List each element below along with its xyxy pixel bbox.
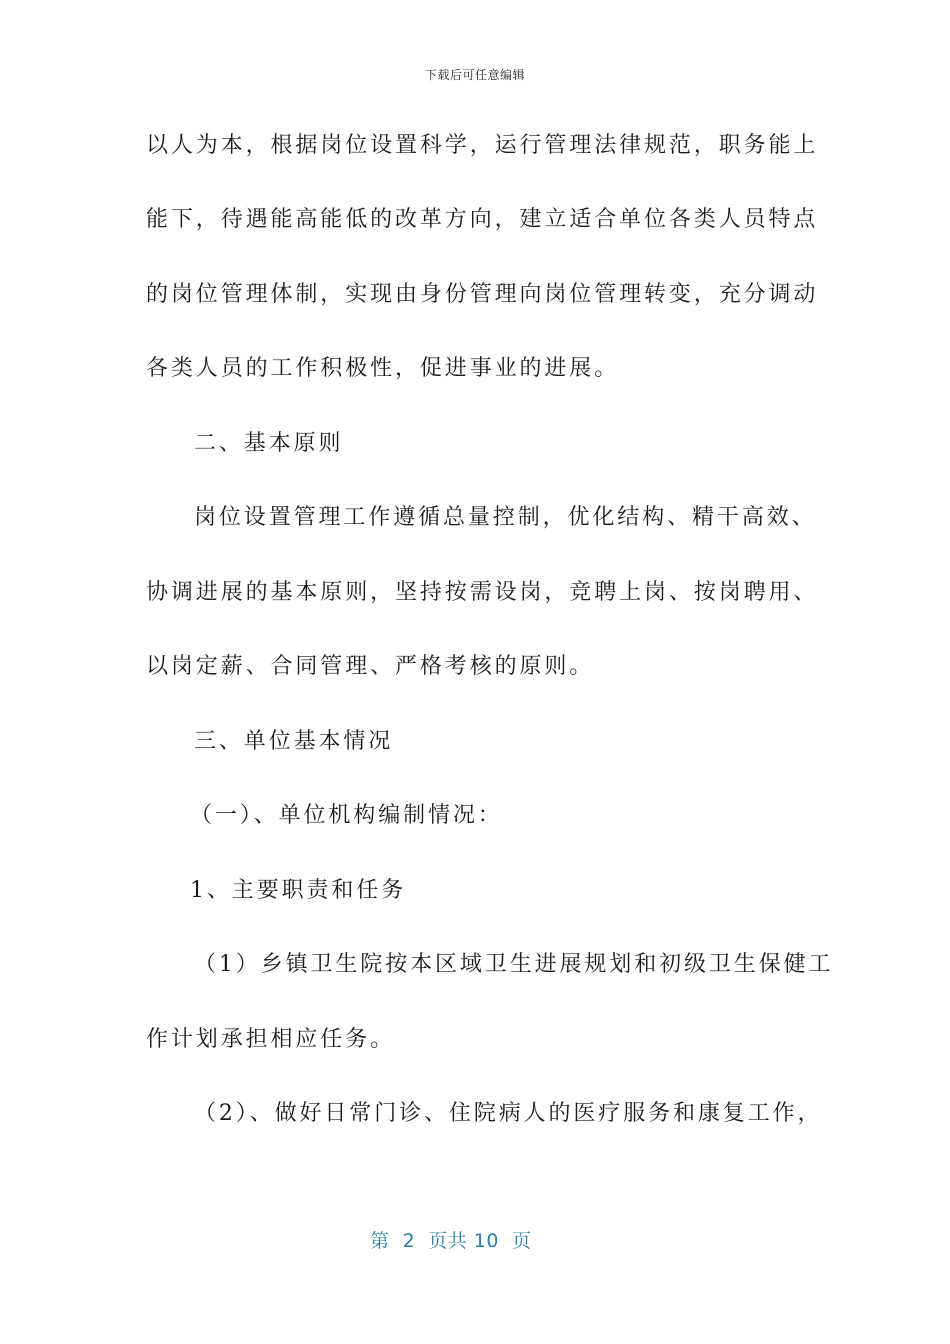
body-line: （2）、做好日常门诊、住院病人的医疗服务和康复工作， [194,1101,823,1126]
page-number-footer: 第 2 页共 10 页 [370,1230,532,1252]
body-line: 以岗定薪、合同管理、严格考核的原则。 [146,654,595,679]
body-line: 的岗位管理体制，实现由身份管理向岗位管理转变，充分调动 [146,282,819,307]
section-heading: 三、单位基本情况 [194,729,394,754]
page-header: 下载后可任意编辑 [424,68,525,82]
body-line: 能下，待遇能高能低的改革方向，建立适合单位各类人员特点 [146,207,819,232]
body-line: 协调进展的基本原则，坚持按需设岗，竞聘上岗、按岗聘用、 [146,580,819,605]
body-line: （1）乡镇卫生院按本区域卫生进展规划和初级卫生保健工 [194,952,834,977]
body-line: 岗位设置管理工作遵循总量控制，优化结构、精干高效、 [194,505,817,530]
section-heading: 二、基本原则 [194,431,344,456]
body-line: 作计划承担相应任务。 [146,1027,396,1052]
body-line: 各类人员的工作积极性，促进事业的进展。 [146,356,620,381]
subsection-heading: （一）、单位机构编制情况： [190,803,503,828]
body-line: 以人为本，根据岗位设置科学，运行管理法律规范，职务能上 [146,133,819,158]
subsection-heading: 1、主要职责和任务 [190,878,407,903]
